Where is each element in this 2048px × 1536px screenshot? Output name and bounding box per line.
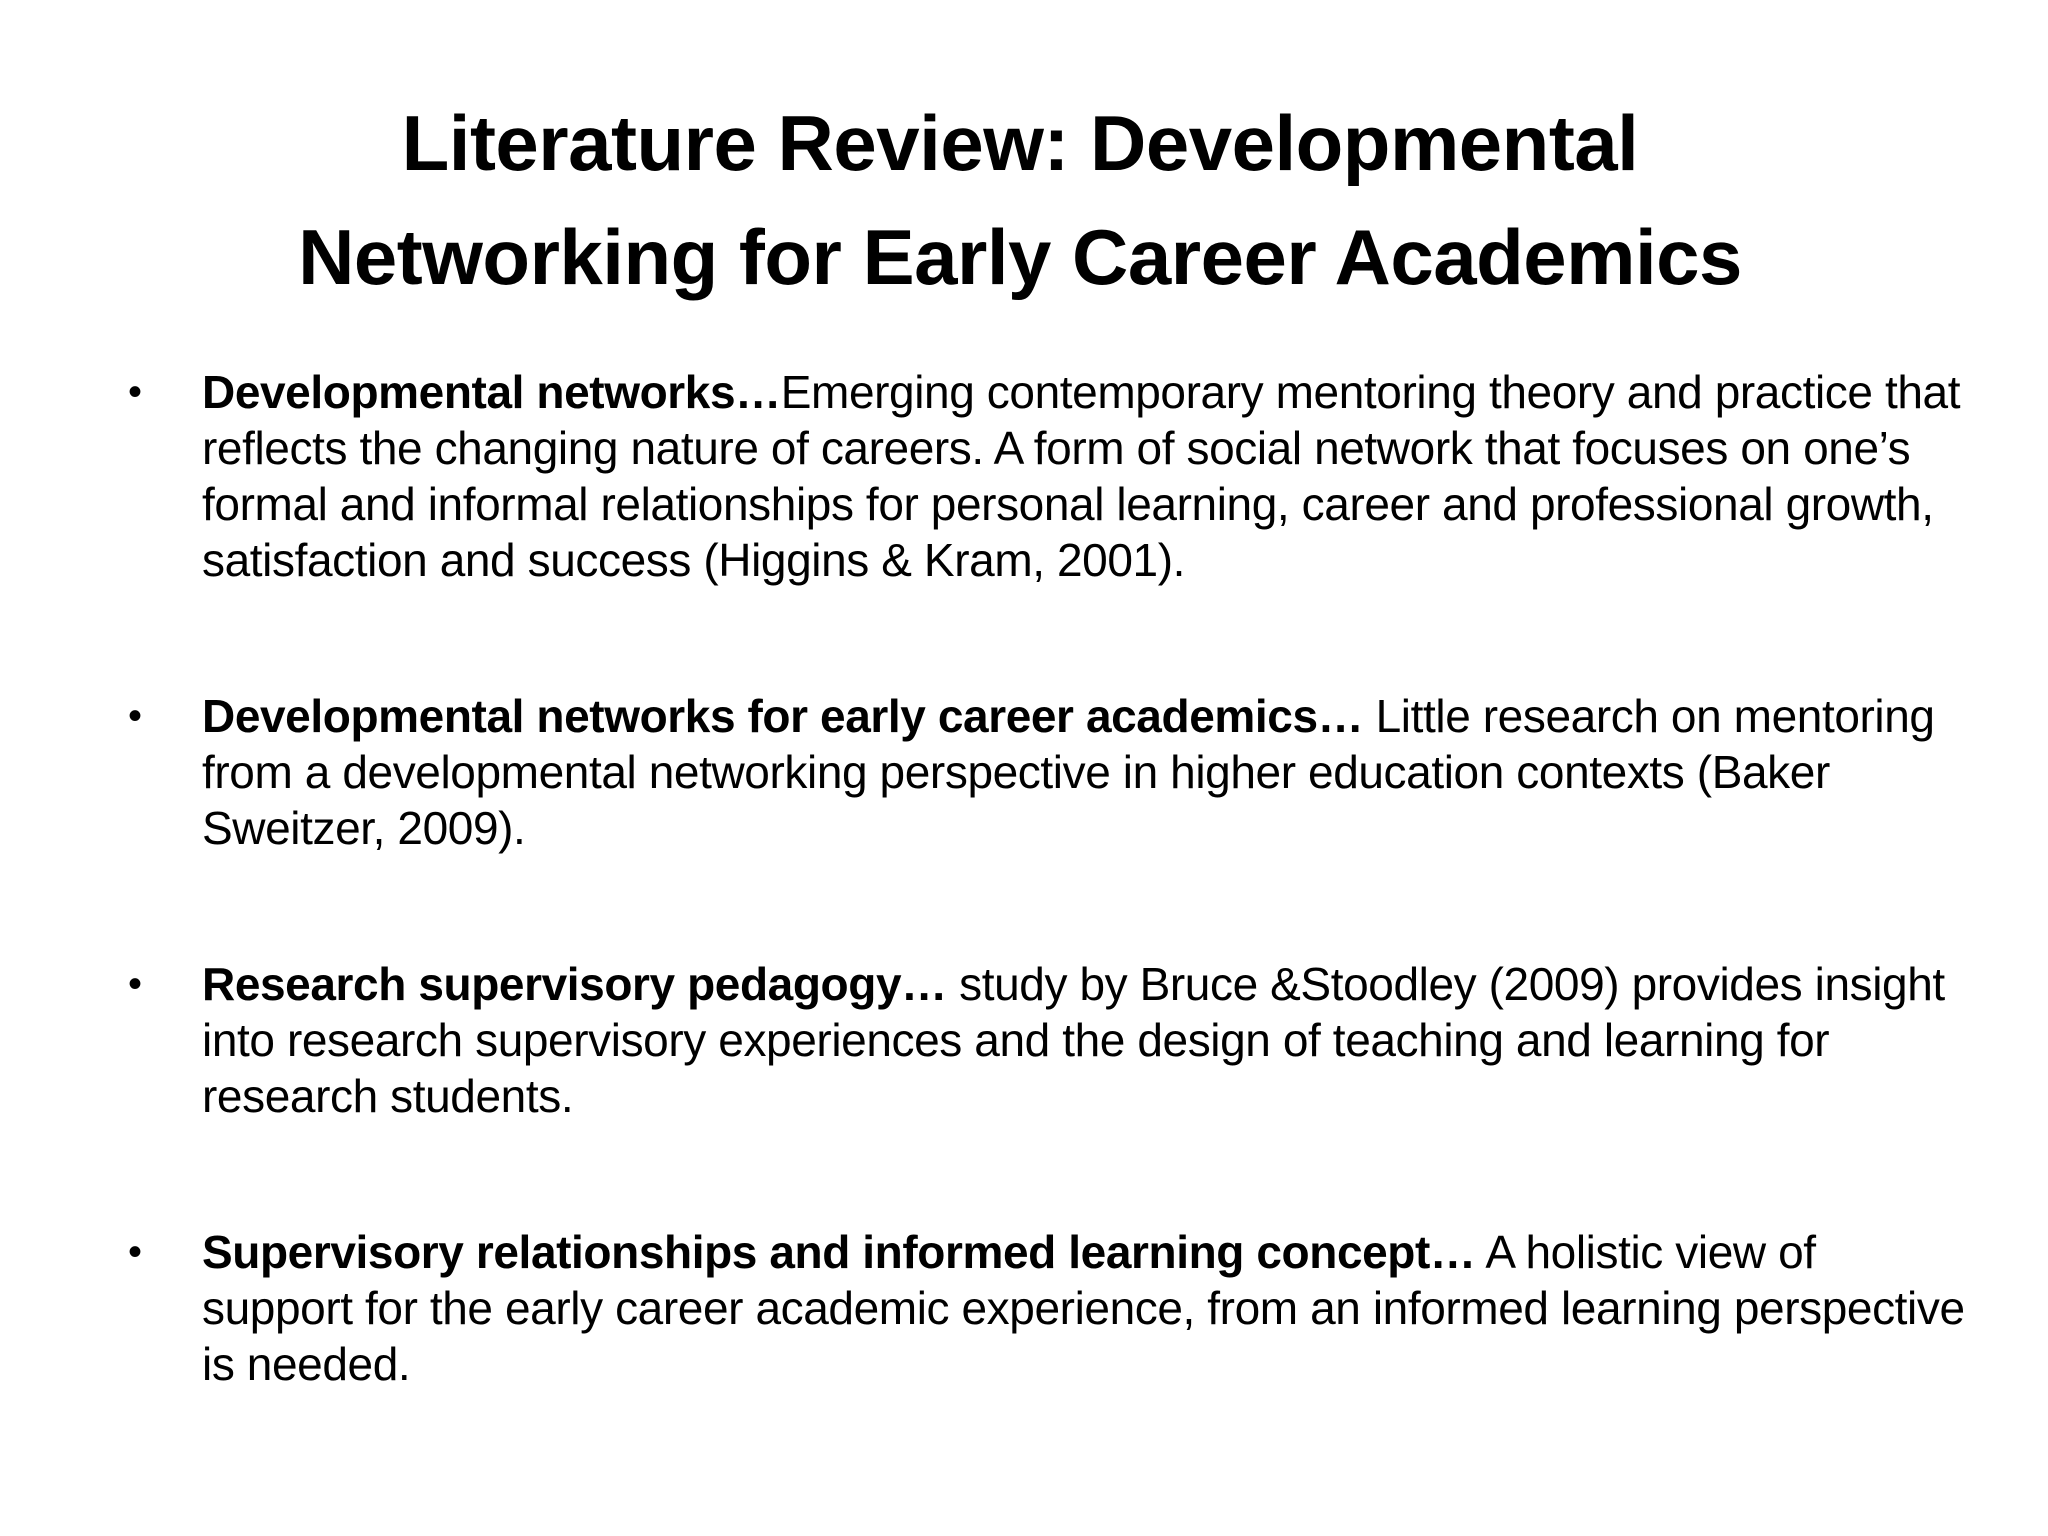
- bullet-icon: •: [128, 962, 142, 1006]
- bullet-body-text: Little research on mentoring from a developmental networking perspective in higher education contexts (Baker Sweitzer, 2009).: [202, 690, 1935, 854]
- bullet-icon: •: [128, 1230, 142, 1274]
- slide-title-line-2: Networking for Early Career Academics: [298, 213, 1742, 301]
- bullet-body-text: A holistic view of support for the early career academic experience, from an informed learning perspective is needed.: [202, 1226, 1965, 1390]
- bullet-item-research-supervisory-pedagogy: [118, 956, 1978, 1124]
- bullet-icon: •: [128, 370, 142, 414]
- slide-title: [180, 86, 1860, 314]
- bullet-lead-text: Supervisory relationships and informed learning concept…: [202, 1226, 1476, 1278]
- bullet-item-supervisory-relationships: [118, 1224, 1978, 1392]
- bullet-item-early-career-academics: [118, 688, 1978, 856]
- slide-title-line-1: Literature Review: Developmental: [401, 99, 1639, 187]
- bullet-item-developmental-networks: [118, 364, 1978, 588]
- bullet-body-text: Emerging contemporary mentoring theory and practice that reflects the changing nature of careers. A form of social network that focuses on one’s formal and informal relationships for personal learning, career and professional growth, satisfaction and success (Higgins & Kram, 2001).: [202, 366, 1961, 586]
- bullet-lead-text: Research supervisory pedagogy…: [202, 958, 947, 1010]
- bullet-icon: •: [128, 694, 142, 738]
- bullet-list: [118, 364, 1978, 1392]
- bullet-lead-text: Developmental networks for early career academics…: [202, 690, 1364, 742]
- bullet-lead-text: Developmental networks…: [202, 366, 781, 418]
- bullet-body-text: study by Bruce &Stoodley (2009) provides insight into research supervisory experiences and the design of teaching and learning for research students.: [202, 958, 1945, 1122]
